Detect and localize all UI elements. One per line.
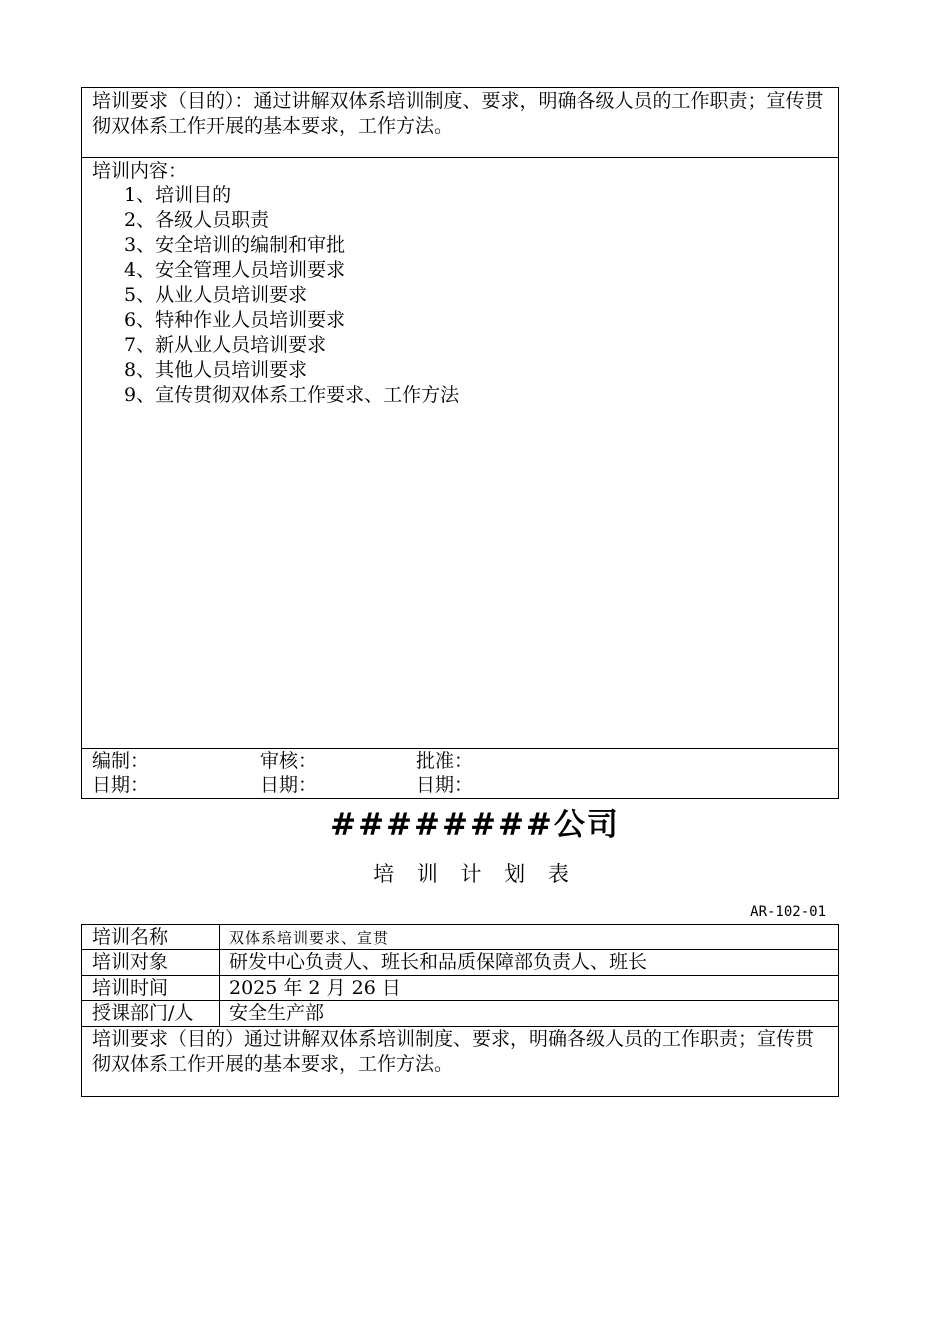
list-item: 5、从业人员培训要求 (124, 284, 308, 306)
list-item: 2、各级人员职责 (124, 209, 270, 231)
list-item: 3、安全培训的编制和审批 (124, 234, 346, 256)
instructor-label: 授课部门/人 (92, 1002, 194, 1024)
plan-requirement-text: 培训要求（目的）通过讲解双体系培训制度、要求，明确各级人员的工作职责；宣传贯彻双体系工作开展的基本要求，工作方法。 (92, 1028, 815, 1075)
training-time-label: 培训时间 (92, 977, 169, 999)
form-code: AR-102-01 (750, 904, 826, 920)
table-row-divider (81, 975, 839, 976)
training-time-value: 2025 年 2 月 26 日 (229, 977, 401, 999)
approved-date-label: 日期： (416, 774, 474, 796)
training-name-label: 培训名称 (92, 926, 169, 948)
compiled-date-label: 日期： (92, 774, 150, 796)
company-title: ########公司 (330, 807, 620, 843)
list-item: 1、培训目的 (124, 184, 232, 206)
list-item: 7、新从业人员培训要求 (124, 334, 327, 356)
training-content-heading: 培训内容： (92, 160, 188, 182)
form-title: 培 训 计 划 表 (373, 862, 577, 886)
table-row-divider (81, 1000, 839, 1001)
list-item: 4、安全管理人员培训要求 (124, 259, 346, 281)
training-requirement-text: 培训要求（目的）：通过讲解双体系培训制度、要求，明确各级人员的工作职责；宣传贯彻双体系工作开展的基本要求，工作方法。 (92, 90, 824, 137)
reviewed-date-label: 日期： (260, 774, 318, 796)
training-name-value: 双体系培训要求、宣贯 (229, 929, 390, 947)
top-form-divider-1 (81, 157, 839, 158)
compiled-by-label: 编制： (92, 750, 150, 772)
approved-by-label: 批准： (416, 750, 474, 772)
list-item: 9、宣传贯彻双体系工作要求、工作方法 (124, 384, 460, 406)
training-audience-label: 培训对象 (92, 951, 169, 973)
training-audience-value: 研发中心负责人、班长和品质保障部负责人、班长 (229, 951, 648, 973)
list-item: 8、其他人员培训要求 (124, 359, 308, 381)
instructor-value: 安全生产部 (229, 1002, 325, 1024)
reviewed-by-label: 审核： (260, 750, 318, 772)
list-item: 6、特种作业人员培训要求 (124, 309, 346, 331)
